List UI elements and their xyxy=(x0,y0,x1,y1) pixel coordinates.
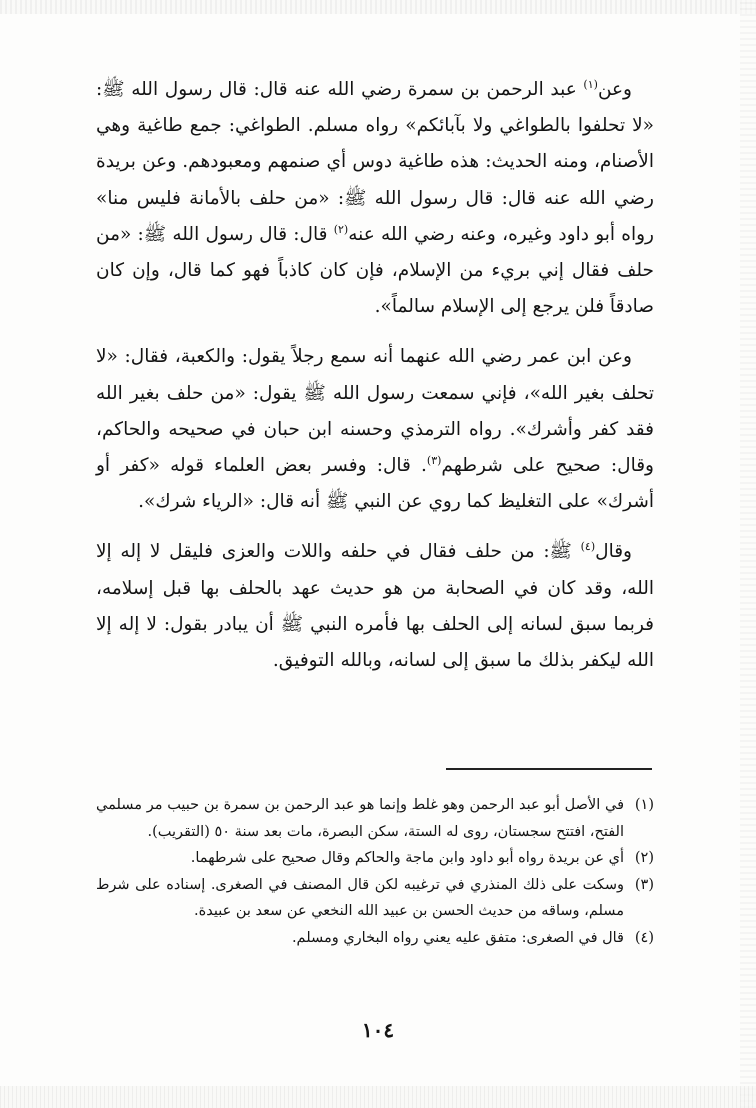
footnote-number: (١) xyxy=(634,797,654,813)
paragraph-text: . قال: وفسر بعض العلماء قوله «كفر أو أشرك» على التغليظ كما روي عن النبي ﷺ أنه قال: «الرياء شرك». xyxy=(96,455,654,513)
scan-edge-bottom xyxy=(0,1086,756,1108)
footnotes xyxy=(96,792,654,951)
paragraph xyxy=(96,339,654,520)
scan-edge-top xyxy=(0,0,756,14)
main-text xyxy=(96,72,654,693)
footnote-text: قال في الصغرى: متفق عليه يعني رواه البخاري ومسلم. xyxy=(291,929,624,946)
page-number: ١٠٤ xyxy=(361,1018,395,1042)
paragraph xyxy=(96,72,654,325)
paragraph-text: ﷺ: من حلف فقال في حلفه واللات والعزى فليقل لا إله إلا الله، وقد كان في الصحابة من هو حديث عهد بالحلف بها قبل إسلامه، فربما سبق لسانه إلى الحلف بها فأمره النبي ﷺ أن يبادر بقول: لا إله إلا الله ليكفر بذلك ما سبق إلى لسانه، وبالله التوفيق. xyxy=(96,541,654,672)
footnote-text: وسكت على ذلك المنذري في ترغيبه لكن قال المصنف في الصغرى. إسناده على شرط مسلم، وساقه من حديث الحسن بن عبيد الله النخعي عن سعد بن عبيدة. xyxy=(96,876,624,919)
paragraph-text: وعن xyxy=(597,79,632,100)
footnote-text: أي عن بريدة رواه أبو داود وابن ماجة والحاكم وقال صحيح على شرطهما. xyxy=(190,850,624,866)
paragraph-text: قال: قال رسول الله ﷺ: «من حلف فقال إني بريء من الإسلام، فإن كان كاذباً فهو كما قال، وإن كان صادقاً فلن يرجع إلى الإسلام سالماً». xyxy=(96,223,654,318)
footnote xyxy=(96,792,654,845)
scan-edge-right xyxy=(740,0,756,1108)
footnote-number: (٤) xyxy=(634,929,654,946)
paragraph xyxy=(96,534,654,679)
footnote-number: (٣) xyxy=(634,876,654,893)
paragraph-text: وعن ابن عمر رضي الله عنهما أنه سمع رجلاً يقول: والكعبة، فقال: «لا تحلف بغير الله»، فإني سمعت رسول الله ﷺ يقول: «من حلف بغير الله فقد كفر وأشرك». رواه الترمذي وحسنه ابن حبان في صحيحه والحاكم، وقال: صحيح على شرطهم xyxy=(96,346,654,477)
footnote xyxy=(96,925,654,952)
footnote-reference: (٣) xyxy=(426,453,442,467)
footnote-reference: (١) xyxy=(583,77,598,91)
footnote-reference: (٢) xyxy=(333,222,349,236)
footnote-separator xyxy=(446,768,652,770)
footnote xyxy=(96,845,654,872)
paragraph-text: عبد الرحمن بن سمرة رضي الله عنه قال: قال رسول الله ﷺ: «لا تحلفوا بالطواغي ولا بآبائكم» رواه مسلم. الطواغي: جمع طاغية وهي الأصنام، ومنه الحديث: هذه طاغية دوس أي صنمهم ومعبودهم. وعن بريدة رضي الله عنه قال: قال رسول الله ﷺ: «من حلف بالأمانة فليس منا» رواه أبو داود وغيره، وعنه رضي الله عنه xyxy=(96,79,654,245)
footnote xyxy=(96,872,654,925)
paragraph-text: وقال xyxy=(595,541,632,563)
footnote-reference: (٤) xyxy=(580,540,596,554)
footnote-text: في الأصل أبو عبد الرحمن وهو غلط وإنما هو عبد الرحمن بن سمرة بن حبيب مر مسلمي الفتح، افتتح سجستان، روى له الستة، سكن البصرة، مات بعد سنة ٥٠ (التقريب). xyxy=(96,797,624,840)
footnote-number: (٢) xyxy=(634,850,654,866)
